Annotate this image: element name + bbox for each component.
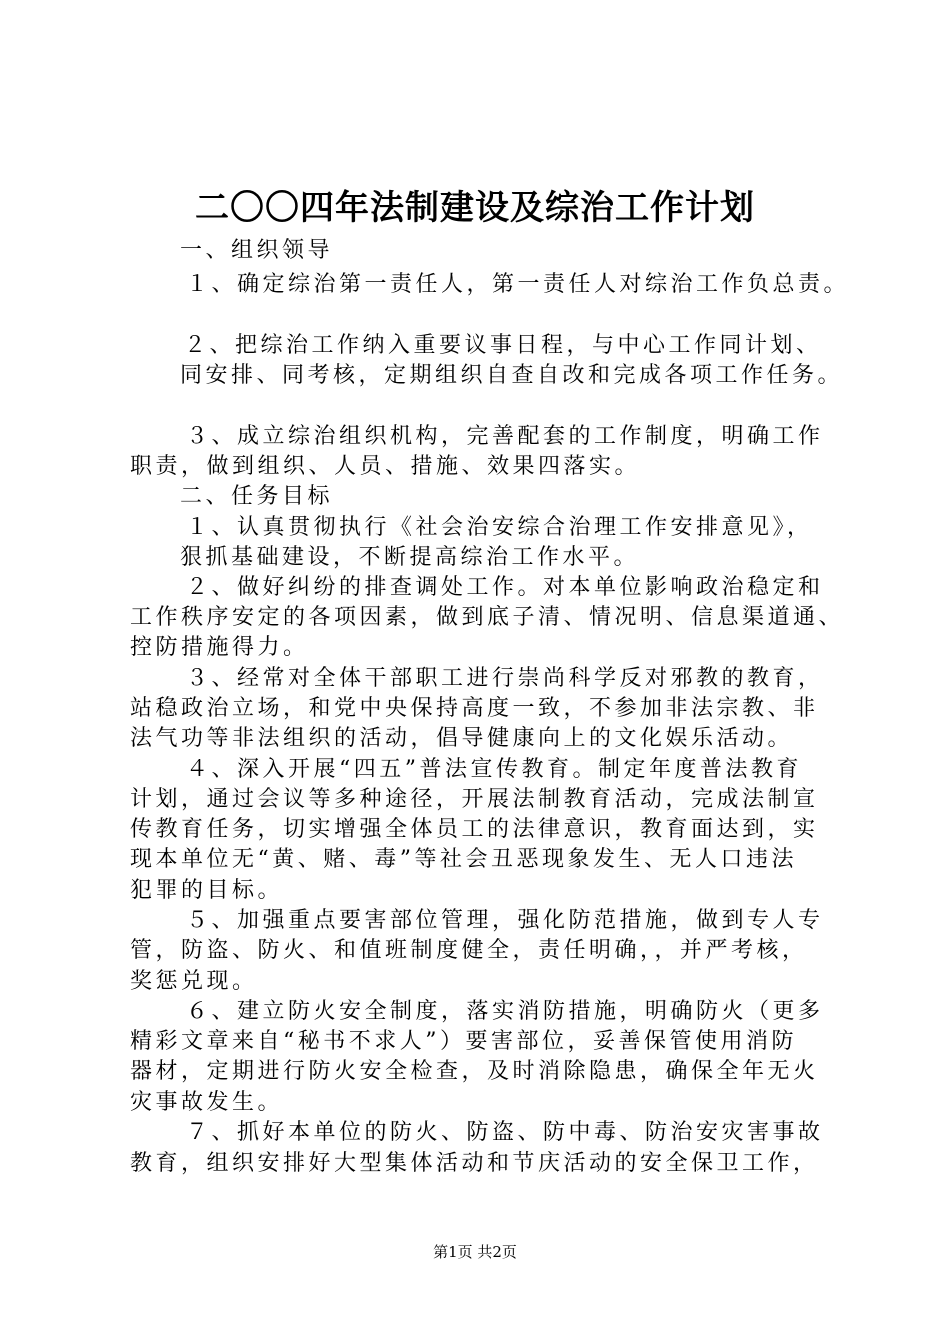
paragraph-line: 法气功等非法组织的活动，倡导健康向上的文化娱乐活动。 <box>130 726 794 751</box>
paragraph-line: ５、加强重点要害部位管理，强化防范措施，做到专人专 <box>186 908 824 933</box>
paragraph-line: 站稳政治立场，和党中央保持高度一致，不参加非法宗教、非 <box>130 696 819 721</box>
section-heading-goals: 二、任务目标 <box>180 484 334 509</box>
paragraph-line: 计划，通过会议等多种途径，开展法制教育活动，完成法制宣 <box>130 787 819 812</box>
paragraph-line: 传教育任务，切实增强全体员工的法律意识，教育面达到，实 <box>130 817 819 842</box>
paragraph-line: 狠抓基础建设，不断提高综治工作水平。 <box>180 545 640 570</box>
paragraph-line: ４、深入开展“四五”普法宣传教育。制定年度普法教育 <box>186 757 802 782</box>
paragraph-line: 控防措施得力。 <box>130 635 309 660</box>
paragraph-line: １、认真贯彻执行《社会治安综合治理工作安排意见》， <box>186 515 813 540</box>
paragraph-line: 同安排、同考核，定期组织自查自改和完成各项工作任务。 <box>180 363 844 388</box>
paragraph-line: 职责，做到组织、人员、措施、效果四落实。 <box>130 454 641 479</box>
paragraph-line: 犯罪的目标。 <box>130 878 284 903</box>
paragraph-line: 灾事故发生。 <box>130 1090 284 1115</box>
page-number-footer: 第1页 共2页 <box>433 1243 517 1261</box>
paragraph-line: ３、成立综治组织机构，完善配套的工作制度，明确工作 <box>186 424 824 449</box>
paragraph-line: 工作秩序安定的各项因素，做到底子清、情况明、信息渠道通、 <box>130 605 845 630</box>
paragraph-line: ２、做好纠纷的排查调处工作。对本单位影响政治稳定和 <box>186 575 824 600</box>
section-heading-organization: 一、组织领导 <box>180 238 334 263</box>
paragraph-line: １、确定综治第一责任人，第一责任人对综治工作负总责。 <box>186 272 850 297</box>
paragraph-line: 奖惩兑现。 <box>130 969 258 994</box>
paragraph-line: ６、建立防火安全制度，落实消防措施，明确防火（更多 <box>186 999 824 1024</box>
paragraph-line: 现本单位无“黄、赌、毒”等社会丑恶现象发生、无人口违法 <box>130 847 797 872</box>
paragraph-line: 管，防盗、防火、和值班制度健全，责任明确，，并严考核， <box>130 938 808 963</box>
document-title: 二〇〇四年法制建设及综治工作计划 <box>195 188 755 228</box>
paragraph-line: 教育，组织安排好大型集体活动和节庆活动的安全保卫工作， <box>130 1151 819 1176</box>
paragraph-line: ３、经常对全体干部职工进行崇尚科学反对邪教的教育， <box>186 666 824 691</box>
paragraph-line: ７、抓好本单位的防火、防盗、防中毒、防治安灾害事故 <box>186 1120 824 1145</box>
paragraph-line: 精彩文章来自“秘书不求人”）要害部位，妥善保管使用消防 <box>130 1029 797 1054</box>
paragraph-line: ２、把综治工作纳入重要议事日程，与中心工作同计划、 <box>184 333 822 358</box>
paragraph-line: 器材，定期进行防火安全检查，及时消除隐患，确保全年无火 <box>130 1059 819 1084</box>
